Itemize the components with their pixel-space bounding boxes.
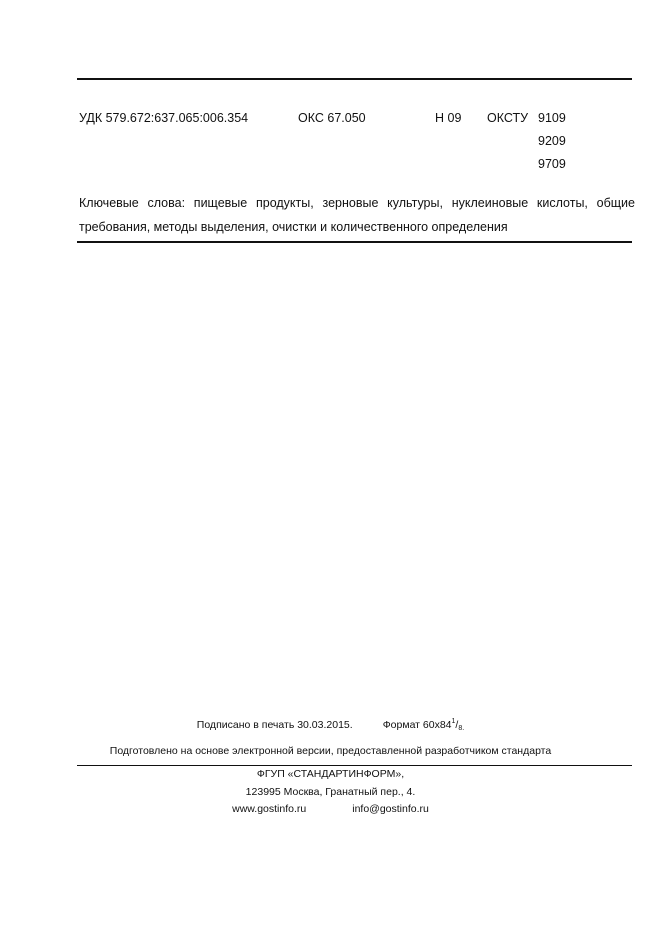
okstu-code: 9709 [538,157,566,171]
publisher-contacts [0,803,661,815]
prepared-note: Подготовлено на основе электронной версии, предоставленной разработчиком стандарта [109,745,552,757]
okstu-code-list [538,107,566,176]
keywords-bottom-rule [77,241,632,243]
print-details [0,718,661,732]
publisher-address: 123995 Москва, Гранатный пер., 4. [245,786,416,798]
paper-format-denominator: 8 [458,725,463,732]
email-link[interactable]: info@gostinfo.ru [352,803,429,815]
paper-format-prefix: Формат 60х84 [382,719,452,731]
udk-code: УДК 579.672:637.065:006.354 [79,111,249,125]
top-rule [77,78,632,80]
paper-format-numerator: 1 [451,718,456,725]
okstu-code: 9109 [538,111,566,125]
oks-code: ОКС 67.050 [298,111,366,125]
group-code: Н 09 [435,111,462,125]
keywords-paragraph: Ключевые слова: пищевые продукты, зерновые культуры, нуклеиновые кислоты, общие требования, методы выделения, очистки и количественного определения [79,196,635,234]
imprint-rule [77,765,632,766]
signed-date: Подписано в печать 30.03.2015. [196,719,353,731]
website-link[interactable]: www.gostinfo.ru [232,803,307,815]
okstu-code: 9209 [538,134,566,148]
paper-format: Формат $60х84^1/8$. [382,718,465,732]
publisher-name: ФГУП «СТАНДАРТИНФОРМ», [256,768,405,780]
okstu-label: ОКСТУ [487,111,529,125]
paper-format-suffix: . [462,725,465,732]
